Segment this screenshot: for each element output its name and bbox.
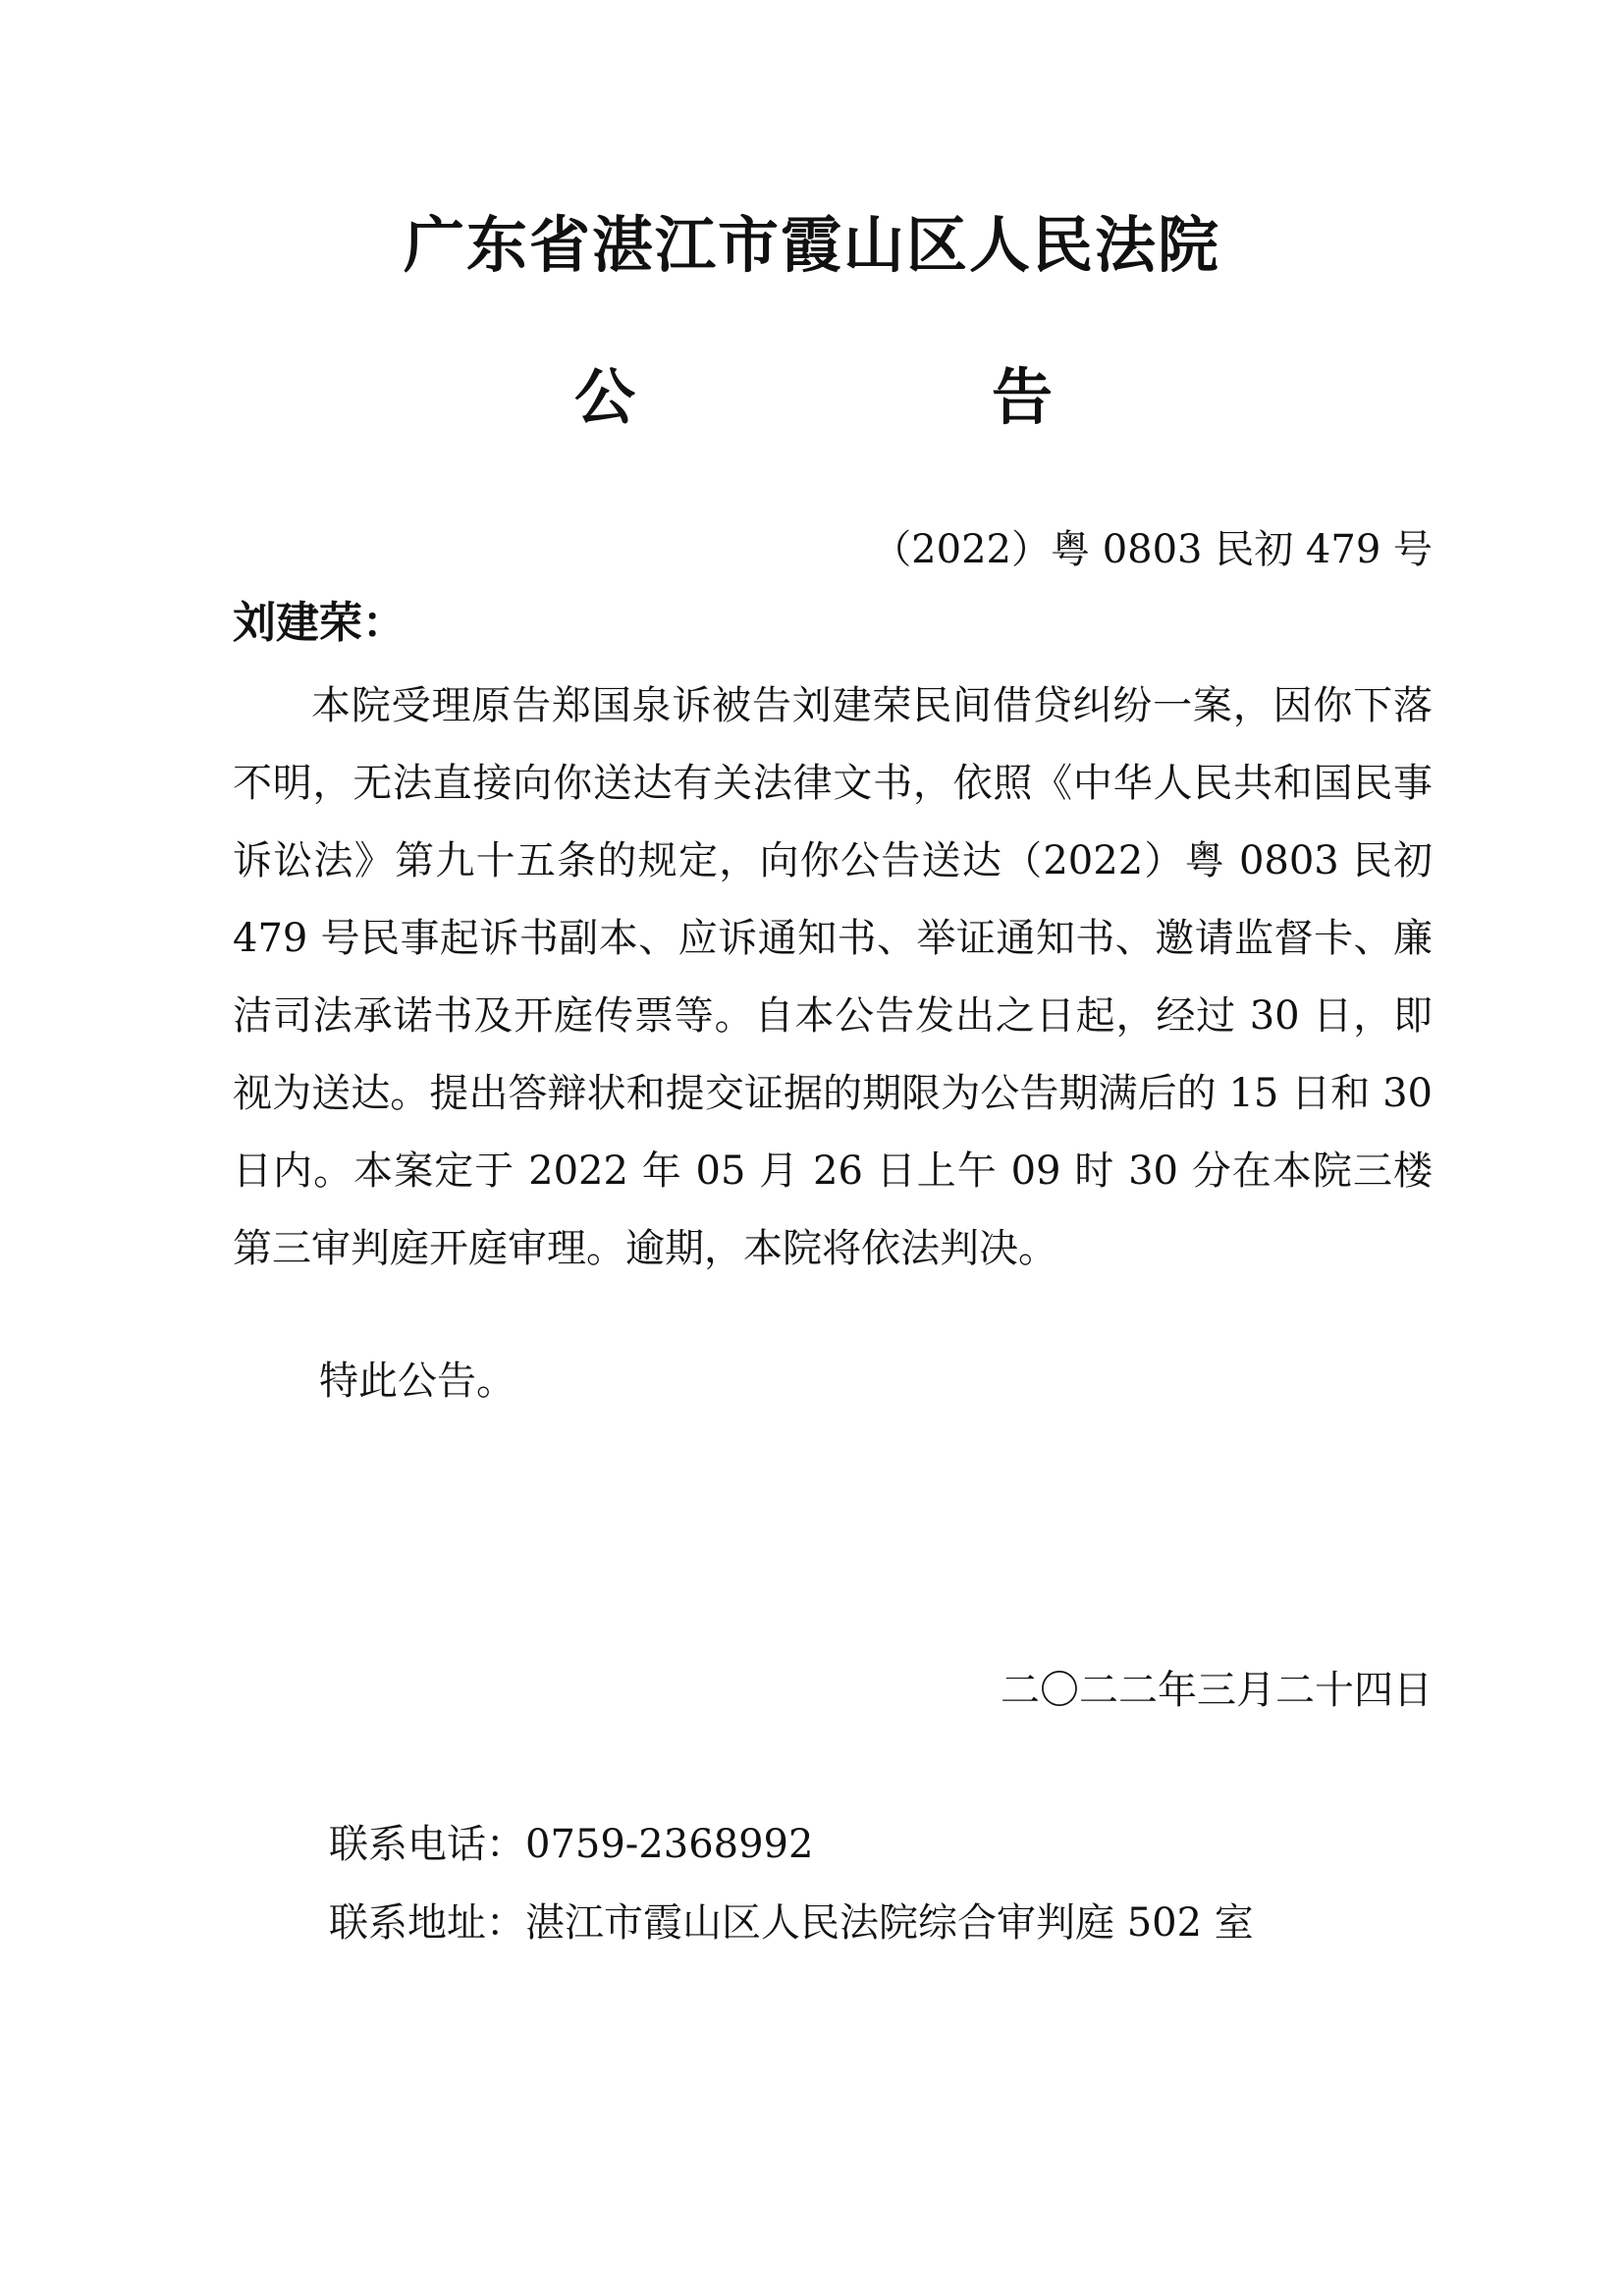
issue-date: 二〇二二年三月二十四日: [1001, 1668, 1433, 1713]
notice-body-text: 本院受理原告郑国泉诉被告刘建荣民间借贷纠纷一案，因你下落不明，无法直接向你送达有关法律文书，依照《中华人民共和国民事诉讼法》第九十五条的规定，向你公告送达（2022）粤 0803 民初 479 号民事起诉书副本、应诉通知书、举证通知书、邀请监督卡、廉洁司法承诺书及开庭传票等。自本公告发出之日起，经过 30 日，即视为送达。提出答辩状和提交证据的期限为公告期满后的 15 日和 30 日内。本案定于 2022 年 05 月 26 日上午 09 时 30 分在本院三楼第三审判庭开庭审理。逾期，本院将依法判决。: [233, 683, 1433, 1271]
contact-address: 联系地址：湛江市霞山区人民法院综合审判庭 502 室: [329, 1900, 1254, 1946]
case-number: （2022）粤 0803 民初 479 号: [872, 527, 1433, 572]
notice-heading-char-1: 公: [574, 361, 636, 433]
contact-phone: 联系电话：0759-2368992: [329, 1822, 814, 1867]
closing-line: 特此公告。: [319, 1359, 515, 1404]
notice-heading-char-2: 告: [992, 361, 1054, 433]
court-name-heading: 广东省湛江市霞山区人民法院: [403, 209, 1220, 281]
addressee: 刘建荣：: [233, 598, 406, 648]
